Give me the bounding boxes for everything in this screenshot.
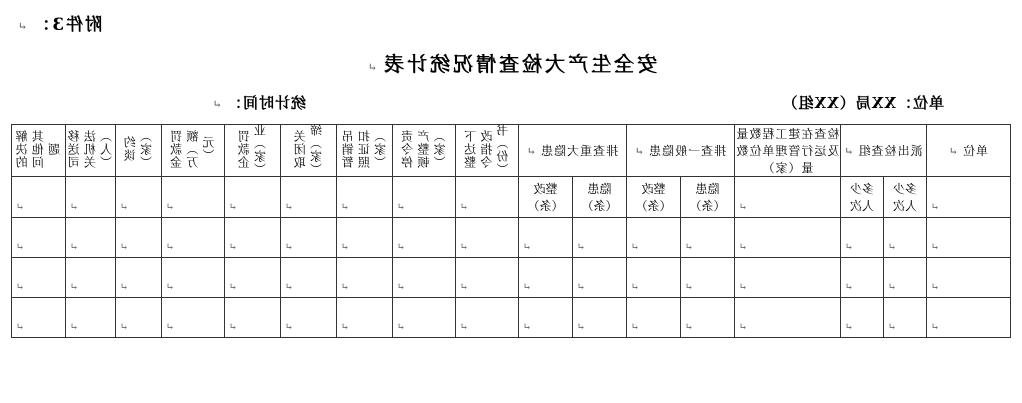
- col-interviews: 约谈（家）: [115, 125, 161, 177]
- col-general-hazards: 排查一般隐患↵: [626, 125, 734, 177]
- sub-people: 多少 人次: [840, 177, 883, 218]
- sub-major-hazards: 隐患（条）: [572, 177, 626, 218]
- sub-teams: 多少 人次: [884, 177, 927, 218]
- table-row: ↵ ↵ ↵ ↵ ↵ ↵ ↵ ↵ ↵ ↵ ↵ ↵ ↵ ↵ ↵ ↵ ↵: [11, 258, 1010, 298]
- col-unit: 单位↵: [927, 125, 1011, 177]
- col-revoked: 吊销暂扣证照（家）: [336, 125, 392, 177]
- sub-projects: ↵: [734, 177, 840, 218]
- col-transferred: 移送司法机关（人）: [65, 125, 115, 177]
- header-row-3: ↵ 多少 人次 多少 人次 ↵ 隐患（条） 整改（条） 隐患（条） 整改（条） ↵ ↵ ↵ ↵ ↵ ↵ ↵ ↵ ↵: [11, 177, 1010, 218]
- sub-major-rectified: 整改（条）: [518, 177, 572, 218]
- stat-time-label: 统计时间：↵: [211, 94, 306, 112]
- title-text: 安全生产大检查情况统计表: [381, 52, 658, 76]
- table-row: ↵ ↵ ↵ ↵ ↵ ↵ ↵ ↵ ↵ ↵ ↵ ↵ ↵ ↵ ↵ ↵ ↵: [11, 218, 1010, 258]
- sub-general-rectified: 整改（条）: [626, 177, 680, 218]
- col-other-issues: 解决的其他问题: [11, 125, 65, 177]
- col-closed: 关闭取缔（家）: [280, 125, 336, 177]
- sub-general-hazards: 隐患（条）: [680, 177, 734, 218]
- col-rectification-notices: 下达整改指令书（份）: [455, 125, 518, 177]
- col-dispatched-teams: 派出检查组↵: [840, 125, 926, 177]
- annex-text: 附件3：: [31, 15, 103, 35]
- annex-label: 附件3：↵: [16, 15, 103, 35]
- page-title: 安全生产大检查情况统计表↵: [364, 52, 658, 76]
- statistics-table: [11, 124, 1011, 338]
- table-row: ↵ ↵ ↵ ↵ ↵ ↵ ↵ ↵ ↵ ↵ ↵ ↵ ↵ ↵ ↵ ↵ ↵: [11, 298, 1010, 338]
- col-suspended: 责令停产整顿（家）: [392, 125, 455, 177]
- sub-unit: ↵: [927, 177, 1011, 218]
- col-major-hazards: 排查重大隐患↵: [518, 125, 626, 177]
- unit-label: 单位：XX局（XX组）: [781, 94, 944, 112]
- col-fined-enterprises: 罚款企业（家）: [224, 125, 280, 177]
- col-fine-amount: 罚款金额（万元）: [161, 125, 224, 177]
- col-inspected-projects: 检查在建工程数量及运行管理单位数量（家）: [734, 125, 840, 177]
